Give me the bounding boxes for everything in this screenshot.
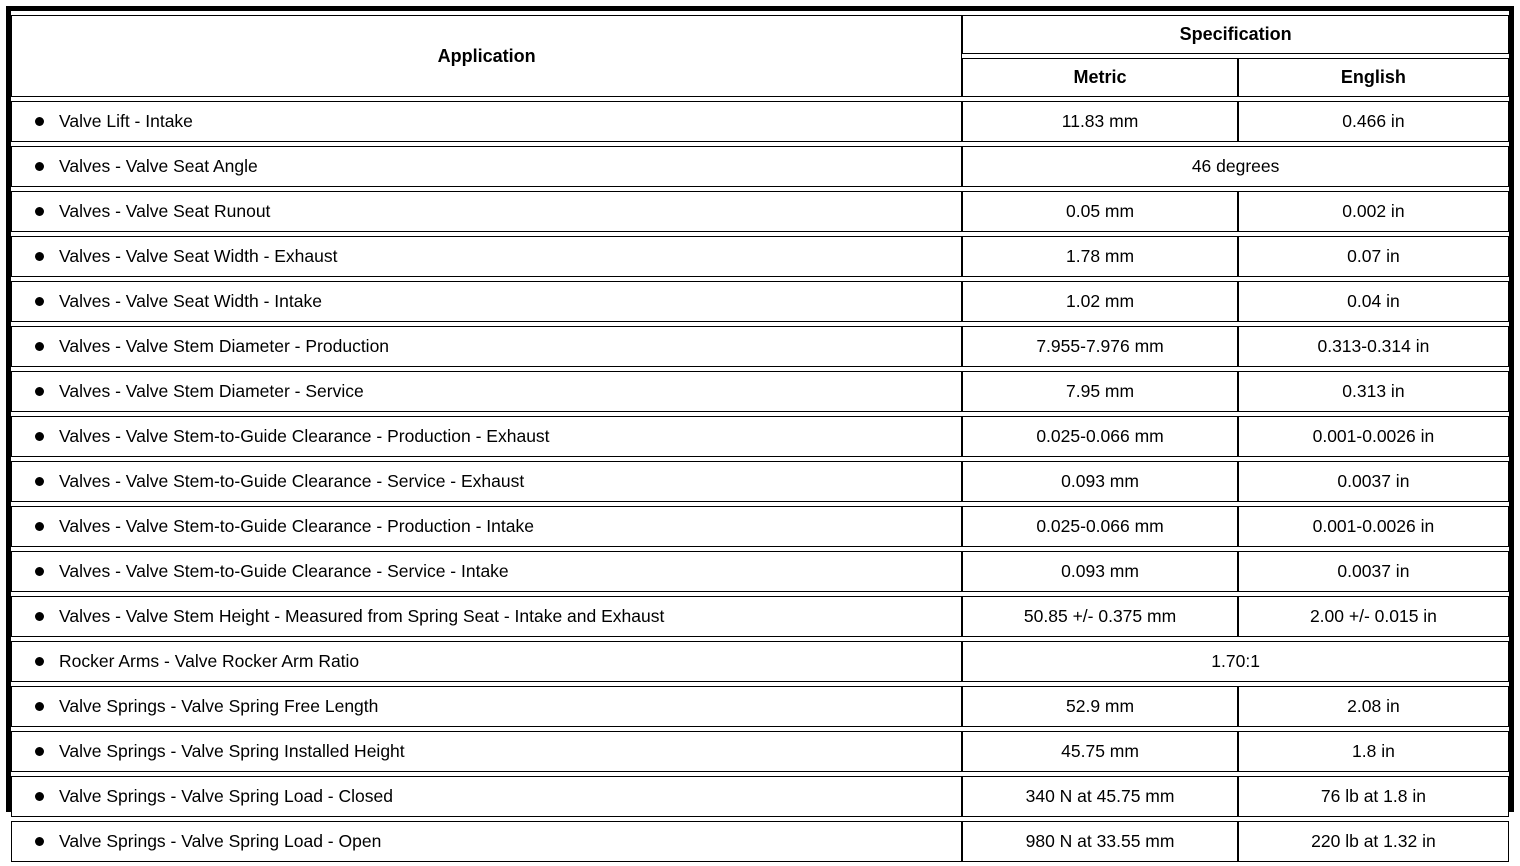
bullet-icon: [35, 297, 44, 306]
application-cell: [11, 191, 962, 232]
application-cell: [11, 596, 962, 637]
table-row: [11, 191, 1509, 232]
english-cell: 0.313-0.314 in: [1238, 326, 1509, 367]
bullet-icon: [35, 477, 44, 486]
metric-cell: 7.95 mm: [962, 371, 1238, 412]
application-cell: [11, 551, 962, 592]
specification-header: Specification: [962, 15, 1509, 54]
combined-spec-cell: 46 degrees: [962, 146, 1509, 187]
metric-cell: 52.9 mm: [962, 686, 1238, 727]
metric-cell: 11.83 mm: [962, 101, 1238, 142]
bullet-icon: [35, 837, 44, 846]
english-cell: 76 lb at 1.8 in: [1238, 776, 1509, 817]
application-label: Valve Springs - Valve Spring Load - Open: [59, 831, 382, 851]
english-header: English: [1238, 58, 1509, 97]
specifications-table-frame: [6, 6, 1514, 851]
english-cell: 0.002 in: [1238, 191, 1509, 232]
specifications-table: [11, 11, 1509, 866]
english-cell: 0.0037 in: [1238, 551, 1509, 592]
bullet-icon: [35, 252, 44, 261]
table-row: [11, 146, 1509, 187]
application-cell: [11, 776, 962, 817]
application-label: Valves - Valve Stem-to-Guide Clearance - Service - Intake: [59, 561, 509, 581]
bullet-icon: [35, 207, 44, 216]
application-cell: [11, 236, 962, 277]
bullet-icon: [35, 162, 44, 171]
table-row: [11, 101, 1509, 142]
english-cell: 0.001-0.0026 in: [1238, 506, 1509, 547]
table-row: [11, 416, 1509, 457]
metric-cell: 0.093 mm: [962, 461, 1238, 502]
application-label: Valve Springs - Valve Spring Load - Closed: [59, 786, 393, 806]
bullet-icon: [35, 342, 44, 351]
application-label: Valve Springs - Valve Spring Free Length: [59, 696, 379, 716]
application-label: Valves - Valve Seat Width - Exhaust: [59, 246, 338, 266]
application-label: Valve Springs - Valve Spring Installed Height: [59, 741, 405, 761]
table-row: [11, 506, 1509, 547]
application-cell: [11, 101, 962, 142]
application-label: Valves - Valve Stem Height - Measured from Spring Seat - Intake and Exhaust: [59, 606, 665, 626]
application-label: Valves - Valve Stem Diameter - Service: [59, 381, 364, 401]
english-cell: 2.00 +/- 0.015 in: [1238, 596, 1509, 637]
application-cell: [11, 281, 962, 322]
metric-cell: 0.025-0.066 mm: [962, 506, 1238, 547]
table-row: [11, 461, 1509, 502]
bullet-icon: [35, 522, 44, 531]
table-row: [11, 731, 1509, 772]
application-label: Valve Lift - Intake: [59, 111, 193, 131]
application-label: Valves - Valve Seat Angle: [59, 156, 258, 176]
bullet-icon: [35, 567, 44, 576]
header-row-top: [11, 15, 1509, 54]
application-label: Valves - Valve Seat Runout: [59, 201, 271, 221]
table-row: [11, 596, 1509, 637]
bullet-icon: [35, 117, 44, 126]
bullet-icon: [35, 387, 44, 396]
application-cell: [11, 731, 962, 772]
english-cell: 1.8 in: [1238, 731, 1509, 772]
application-label: Rocker Arms - Valve Rocker Arm Ratio: [59, 651, 360, 671]
bullet-icon: [35, 792, 44, 801]
bullet-icon: [35, 747, 44, 756]
application-label: Valves - Valve Stem-to-Guide Clearance - Service - Exhaust: [59, 471, 525, 491]
table-row: [11, 776, 1509, 817]
english-cell: 0.313 in: [1238, 371, 1509, 412]
english-cell: 0.466 in: [1238, 101, 1509, 142]
bullet-icon: [35, 657, 44, 666]
application-header: Application: [11, 15, 962, 97]
metric-cell: 0.05 mm: [962, 191, 1238, 232]
metric-cell: 340 N at 45.75 mm: [962, 776, 1238, 817]
application-cell: [11, 371, 962, 412]
metric-cell: 1.02 mm: [962, 281, 1238, 322]
application-cell: [11, 461, 962, 502]
metric-cell: 45.75 mm: [962, 731, 1238, 772]
english-cell: 2.08 in: [1238, 686, 1509, 727]
table-row: [11, 236, 1509, 277]
english-cell: 0.0037 in: [1238, 461, 1509, 502]
metric-cell: 0.025-0.066 mm: [962, 416, 1238, 457]
application-label: Valves - Valve Stem-to-Guide Clearance - Production - Intake: [59, 516, 534, 536]
table-row: [11, 686, 1509, 727]
metric-cell: 980 N at 33.55 mm: [962, 821, 1238, 862]
table-header: [11, 15, 1509, 97]
application-cell: [11, 686, 962, 727]
table-row: [11, 371, 1509, 412]
application-cell: [11, 641, 962, 682]
table-row: [11, 641, 1509, 682]
application-cell: [11, 416, 962, 457]
english-cell: 0.04 in: [1238, 281, 1509, 322]
metric-cell: 50.85 +/- 0.375 mm: [962, 596, 1238, 637]
english-cell: 0.001-0.0026 in: [1238, 416, 1509, 457]
application-label: Valves - Valve Seat Width - Intake: [59, 291, 322, 311]
application-cell: [11, 821, 962, 862]
application-label: Valves - Valve Stem Diameter - Production: [59, 336, 390, 356]
table-row: [11, 551, 1509, 592]
metric-cell: 0.093 mm: [962, 551, 1238, 592]
application-cell: [11, 146, 962, 187]
table-row: [11, 821, 1509, 862]
metric-cell: 1.78 mm: [962, 236, 1238, 277]
application-cell: [11, 506, 962, 547]
application-cell: [11, 326, 962, 367]
metric-cell: 7.955-7.976 mm: [962, 326, 1238, 367]
table-row: [11, 326, 1509, 367]
application-label: Valves - Valve Stem-to-Guide Clearance - Production - Exhaust: [59, 426, 550, 446]
spec-table-body: [11, 101, 1509, 862]
combined-spec-cell: 1.70:1: [962, 641, 1509, 682]
bullet-icon: [35, 612, 44, 621]
bullet-icon: [35, 702, 44, 711]
english-cell: 0.07 in: [1238, 236, 1509, 277]
bullet-icon: [35, 432, 44, 441]
metric-header: Metric: [962, 58, 1238, 97]
english-cell: 220 lb at 1.32 in: [1238, 821, 1509, 862]
table-row: [11, 281, 1509, 322]
